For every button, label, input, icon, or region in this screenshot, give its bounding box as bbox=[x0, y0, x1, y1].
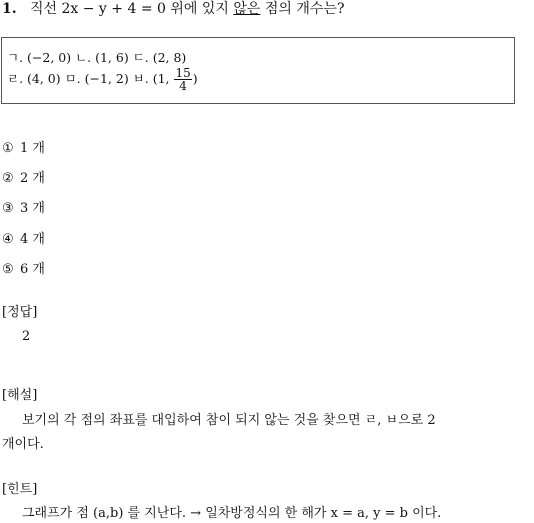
answer-value: 2 bbox=[22, 329, 31, 344]
explanation-label: [해설] bbox=[2, 388, 38, 403]
explanation-line-1: 보기의 각 점의 좌표를 대입하여 참이 되지 않는 것을 찾으면 ㄹ, ㅂ으로 2 bbox=[22, 413, 436, 428]
choice-2-label: 2 개 bbox=[20, 171, 45, 186]
question-text-after: 점의 개수는? bbox=[260, 1, 345, 17]
hint-label: [힌트] bbox=[2, 482, 38, 497]
question-title bbox=[2, 1, 344, 17]
question-underlined-word: 않은 bbox=[233, 1, 261, 17]
choice-4-marker: ④ bbox=[2, 232, 14, 247]
answer-label: [정답] bbox=[2, 305, 38, 320]
choice-5[interactable] bbox=[2, 262, 45, 278]
options-line-1: ㄱ. (−2, 0) ㄴ. (1, 6) ㄷ. (2, 8) bbox=[7, 50, 187, 65]
choice-3-label: 3 개 bbox=[20, 201, 45, 216]
options-line-2 bbox=[7, 67, 198, 92]
fraction bbox=[174, 67, 191, 92]
choice-4-label: 4 개 bbox=[20, 232, 45, 247]
choice-3[interactable] bbox=[2, 201, 45, 217]
fraction-numerator: 15 bbox=[175, 66, 191, 80]
hint-text: 그래프가 점 (a,b) 를 지난다. → 일차방정식의 한 해가 x = a, y = b 이다. bbox=[22, 506, 442, 521]
choice-3-marker: ③ bbox=[2, 201, 14, 216]
choice-5-marker: ⑤ bbox=[2, 262, 14, 277]
question-number: 1. bbox=[2, 1, 17, 17]
choice-1-marker: ① bbox=[2, 141, 14, 156]
choice-1-label: 1 개 bbox=[20, 141, 45, 156]
choice-1[interactable] bbox=[2, 141, 45, 157]
explanation-line-2: 개이다. bbox=[2, 437, 44, 452]
choice-4[interactable] bbox=[2, 232, 45, 248]
options-line-2-after: ) bbox=[192, 71, 198, 86]
question-text-before: 직선 2x − y + 4 = 0 위에 있지 bbox=[29, 1, 234, 17]
choice-2[interactable] bbox=[2, 171, 45, 187]
choice-2-marker: ② bbox=[2, 171, 14, 186]
options-line-2-before: ㄹ. (4, 0) ㅁ. (−1, 2) ㅂ. (1, bbox=[7, 71, 174, 86]
fraction-denominator: 4 bbox=[179, 79, 187, 93]
choice-5-label: 6 개 bbox=[20, 262, 45, 277]
